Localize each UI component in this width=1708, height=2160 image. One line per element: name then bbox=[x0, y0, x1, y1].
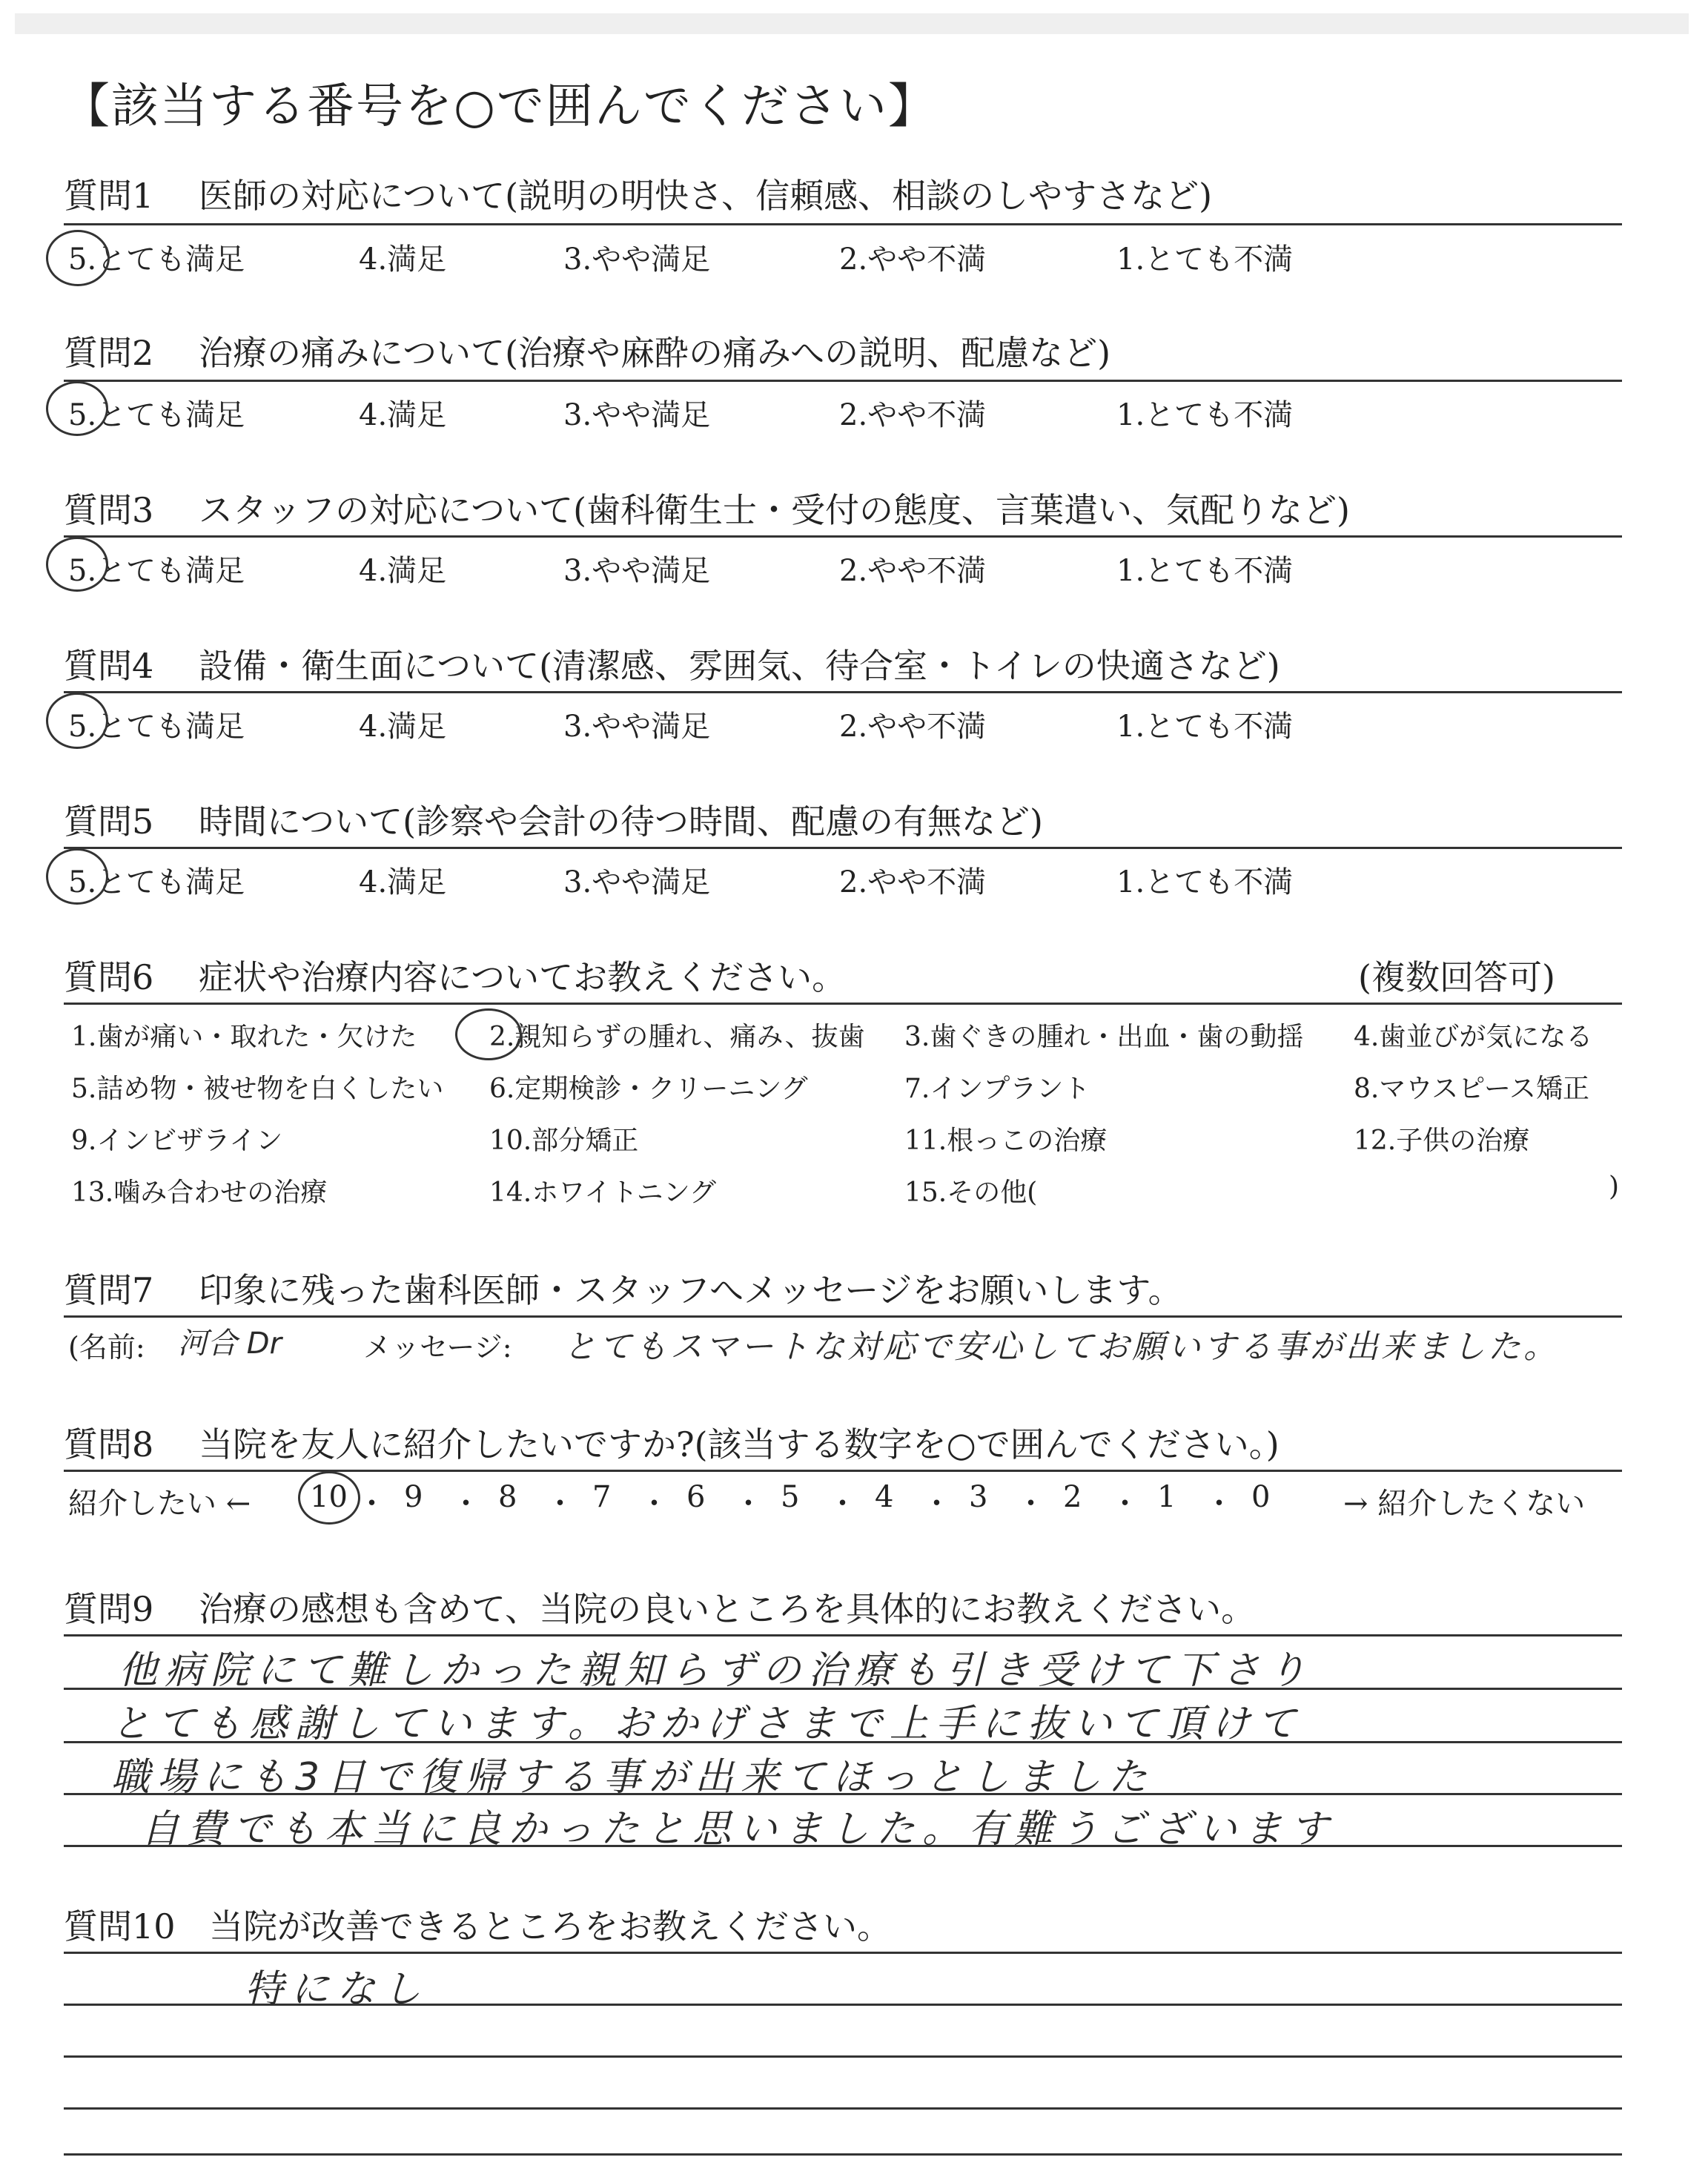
q8-scale-option-1[interactable]: 1 bbox=[1157, 1480, 1176, 1514]
q7-name-value[interactable]: 河合 Dr bbox=[178, 1327, 282, 1361]
q1-selection-circle bbox=[46, 230, 110, 286]
q8-scale-separator: ・ bbox=[827, 1487, 858, 1521]
q6-note: (複数回答可) bbox=[1358, 957, 1555, 997]
q6-option-15-close: ) bbox=[1609, 1172, 1620, 1202]
q7-label: 質問7 bbox=[64, 1270, 154, 1310]
q1-option-4[interactable]: 4.満足 bbox=[359, 242, 447, 277]
q3-option-3[interactable]: 3.やや満足 bbox=[563, 554, 711, 588]
q10-rule-3 bbox=[64, 2055, 1622, 2058]
q3-selection-circle bbox=[46, 537, 108, 592]
q4-option-2[interactable]: 2.やや不満 bbox=[839, 710, 987, 744]
q1-option-2[interactable]: 2.やや不満 bbox=[839, 242, 987, 277]
page-title: 【該当する番号を○で囲んでください】 bbox=[62, 79, 937, 134]
q6-option-9[interactable]: 9.インビザライン bbox=[71, 1126, 283, 1156]
q6-option-12[interactable]: 12.子供の治療 bbox=[1354, 1126, 1530, 1156]
q5-option-5[interactable]: 5.とても満足 bbox=[68, 865, 245, 899]
q8-selection-circle bbox=[298, 1471, 360, 1525]
q7-rule bbox=[64, 1315, 1622, 1318]
q6-option-1[interactable]: 1.歯が痛い・取れた・欠けた bbox=[71, 1022, 417, 1052]
q1-option-1[interactable]: 1.とても不満 bbox=[1116, 242, 1294, 277]
q8-scale-separator: ・ bbox=[1110, 1487, 1140, 1521]
q5-text: 時間について(診察や会計の待つ時間、配慮の有無など) bbox=[199, 802, 1043, 842]
q6-option-13[interactable]: 13.噛み合わせの治療 bbox=[71, 1178, 328, 1208]
q4-option-3[interactable]: 3.やや満足 bbox=[563, 710, 711, 744]
q7-message-label: メッセージ: bbox=[363, 1331, 512, 1364]
q8-scale-option-8[interactable]: 8 bbox=[498, 1480, 517, 1514]
q8-scale-option-0[interactable]: 0 bbox=[1251, 1480, 1271, 1514]
q4-option-5[interactable]: 5.とても満足 bbox=[68, 710, 245, 744]
q8-text: 当院を友人に紹介したいですか?(該当する数字を○で囲んでください。) bbox=[199, 1424, 1280, 1464]
q8-scale-option-2[interactable]: 2 bbox=[1063, 1480, 1082, 1514]
q3-option-1[interactable]: 1.とても不満 bbox=[1116, 554, 1294, 588]
q8-scale-separator: ・ bbox=[1016, 1487, 1046, 1521]
q8-label: 質問8 bbox=[64, 1424, 154, 1464]
q9-rule-1 bbox=[64, 1634, 1622, 1636]
q6-label: 質問6 bbox=[64, 957, 154, 997]
q5-option-1[interactable]: 1.とても不満 bbox=[1116, 865, 1294, 899]
q6-option-8[interactable]: 8.マウスピース矯正 bbox=[1354, 1074, 1590, 1104]
q1-label: 質問1 bbox=[64, 176, 154, 216]
q8-scale-separator: ・ bbox=[1204, 1487, 1234, 1521]
q6-option-10[interactable]: 10.部分矯正 bbox=[489, 1126, 639, 1156]
q7-name-label: (名前: bbox=[68, 1331, 145, 1364]
q6-selection-circle bbox=[455, 1008, 522, 1060]
q2-option-4[interactable]: 4.満足 bbox=[359, 398, 447, 432]
q4-text: 設備・衛生面について(清潔感、雰囲気、待合室・トイレの快適さなど) bbox=[199, 646, 1280, 686]
q8-right-label: → 紹介したくない bbox=[1343, 1487, 1586, 1521]
q8-scale-option-4[interactable]: 4 bbox=[875, 1480, 894, 1514]
q2-label: 質問2 bbox=[64, 333, 154, 373]
q8-scale-option-6[interactable]: 6 bbox=[686, 1480, 706, 1514]
q8-scale-option-9[interactable]: 9 bbox=[404, 1480, 423, 1514]
q10-answer-line-1[interactable]: 特になし bbox=[245, 1967, 429, 2012]
q4-option-1[interactable]: 1.とても不満 bbox=[1116, 710, 1294, 744]
q10-rule-1 bbox=[64, 1952, 1622, 1954]
q4-rule bbox=[64, 691, 1622, 693]
q7-message-value[interactable]: とてもスマートな対応で安心してお願いする事が出来ました。 bbox=[563, 1328, 1560, 1366]
q8-scale-separator: ・ bbox=[451, 1487, 481, 1521]
q2-option-1[interactable]: 1.とても不満 bbox=[1116, 398, 1294, 432]
q9-label: 質問9 bbox=[64, 1589, 154, 1629]
q8-scale-separator: ・ bbox=[357, 1487, 387, 1521]
q9-answer-line-2[interactable]: とても感謝しています。おかげさまで上手に抜いて頂けて bbox=[111, 1702, 1303, 1746]
q8-scale-separator: ・ bbox=[733, 1487, 764, 1521]
q10-text: 当院が改善できるところをお教えください。 bbox=[209, 1906, 891, 1946]
q9-answer-line-1[interactable]: 他病院にて難しかった親知らずの治療も引き受けて下さり bbox=[119, 1648, 1314, 1693]
q5-option-2[interactable]: 2.やや不満 bbox=[839, 865, 987, 899]
q8-scale-option-7[interactable]: 7 bbox=[592, 1480, 612, 1514]
q6-option-14[interactable]: 14.ホワイトニング bbox=[489, 1178, 717, 1208]
q6-option-3[interactable]: 3.歯ぐきの腫れ・出血・歯の動揺 bbox=[904, 1022, 1304, 1052]
q5-option-4[interactable]: 4.満足 bbox=[359, 865, 447, 899]
q8-scale-separator: ・ bbox=[639, 1487, 669, 1521]
q6-option-5[interactable]: 5.詰め物・被せ物を白くしたい bbox=[71, 1074, 444, 1104]
q3-option-2[interactable]: 2.やや不満 bbox=[839, 554, 987, 588]
q8-scale-separator: ・ bbox=[545, 1487, 575, 1521]
q6-rule bbox=[64, 1003, 1622, 1005]
q3-label: 質問3 bbox=[64, 490, 154, 530]
q6-option-2[interactable]: 2.親知らずの腫れ、痛み、抜歯 bbox=[489, 1022, 865, 1052]
q8-scale-option-10[interactable]: 10 bbox=[310, 1480, 348, 1514]
q3-text: スタッフの対応について(歯科衛生士・受付の態度、言葉遣い、気配りなど) bbox=[199, 490, 1350, 530]
q3-rule bbox=[64, 535, 1622, 538]
q3-option-4[interactable]: 4.満足 bbox=[359, 554, 447, 588]
q1-option-5[interactable]: 5.とても満足 bbox=[68, 242, 245, 277]
q9-text: 治療の感想も含めて、当院の良いところを具体的にお教えください。 bbox=[199, 1589, 1256, 1629]
q6-option-7[interactable]: 7.インプラント bbox=[904, 1074, 1090, 1104]
q2-selection-circle bbox=[46, 381, 108, 436]
q1-rule bbox=[64, 223, 1622, 225]
q5-rule bbox=[64, 847, 1622, 849]
q6-text: 症状や治療内容についてお教えください。 bbox=[199, 957, 847, 997]
q4-selection-circle bbox=[46, 693, 108, 749]
q1-option-3[interactable]: 3.やや満足 bbox=[563, 242, 711, 277]
q9-answer-line-3[interactable]: 職場にも3日で復帰する事が出来てほっとしました bbox=[111, 1755, 1155, 1800]
top-scan-strip bbox=[15, 13, 1689, 34]
q4-option-4[interactable]: 4.満足 bbox=[359, 710, 447, 744]
q8-scale-option-5[interactable]: 5 bbox=[781, 1480, 800, 1514]
q9-answer-line-4[interactable]: 自費でも本当に良かったと思いました。有難うございます bbox=[141, 1807, 1337, 1852]
q5-selection-circle bbox=[46, 848, 108, 905]
q6-option-6[interactable]: 6.定期検診・クリーニング bbox=[489, 1074, 808, 1104]
q2-option-5[interactable]: 5.とても満足 bbox=[68, 398, 245, 432]
q8-scale-option-3[interactable]: 3 bbox=[969, 1480, 988, 1514]
q5-label: 質問5 bbox=[64, 802, 154, 842]
q3-option-5[interactable]: 5.とても満足 bbox=[68, 554, 245, 588]
q7-text: 印象に残った歯科医師・スタッフへメッセージをお願いします。 bbox=[199, 1270, 1182, 1310]
q6-option-15[interactable]: 15.その他( bbox=[904, 1178, 1038, 1208]
q10-label: 質問10 bbox=[64, 1906, 176, 1946]
q2-option-3[interactable]: 3.やや満足 bbox=[563, 398, 711, 432]
q6-option-4[interactable]: 4.歯並びが気になる bbox=[1354, 1022, 1593, 1052]
q2-rule bbox=[64, 380, 1622, 382]
q8-scale-separator: ・ bbox=[921, 1487, 952, 1521]
q5-option-3[interactable]: 3.やや満足 bbox=[563, 865, 711, 899]
q8-left-label: 紹介したい ← bbox=[68, 1487, 251, 1521]
q1-text: 医師の対応について(説明の明快さ、信頼感、相談のしやすさなど) bbox=[199, 176, 1213, 216]
q6-option-11[interactable]: 11.根っこの治療 bbox=[904, 1126, 1108, 1156]
q2-text: 治療の痛みについて(治療や麻酔の痛みへの説明、配慮など) bbox=[199, 333, 1111, 373]
q10-rule-5 bbox=[64, 2153, 1622, 2156]
q10-rule-4 bbox=[64, 2107, 1622, 2110]
q8-rule bbox=[64, 1470, 1622, 1472]
q2-option-2[interactable]: 2.やや不満 bbox=[839, 398, 987, 432]
q4-label: 質問4 bbox=[64, 646, 154, 686]
